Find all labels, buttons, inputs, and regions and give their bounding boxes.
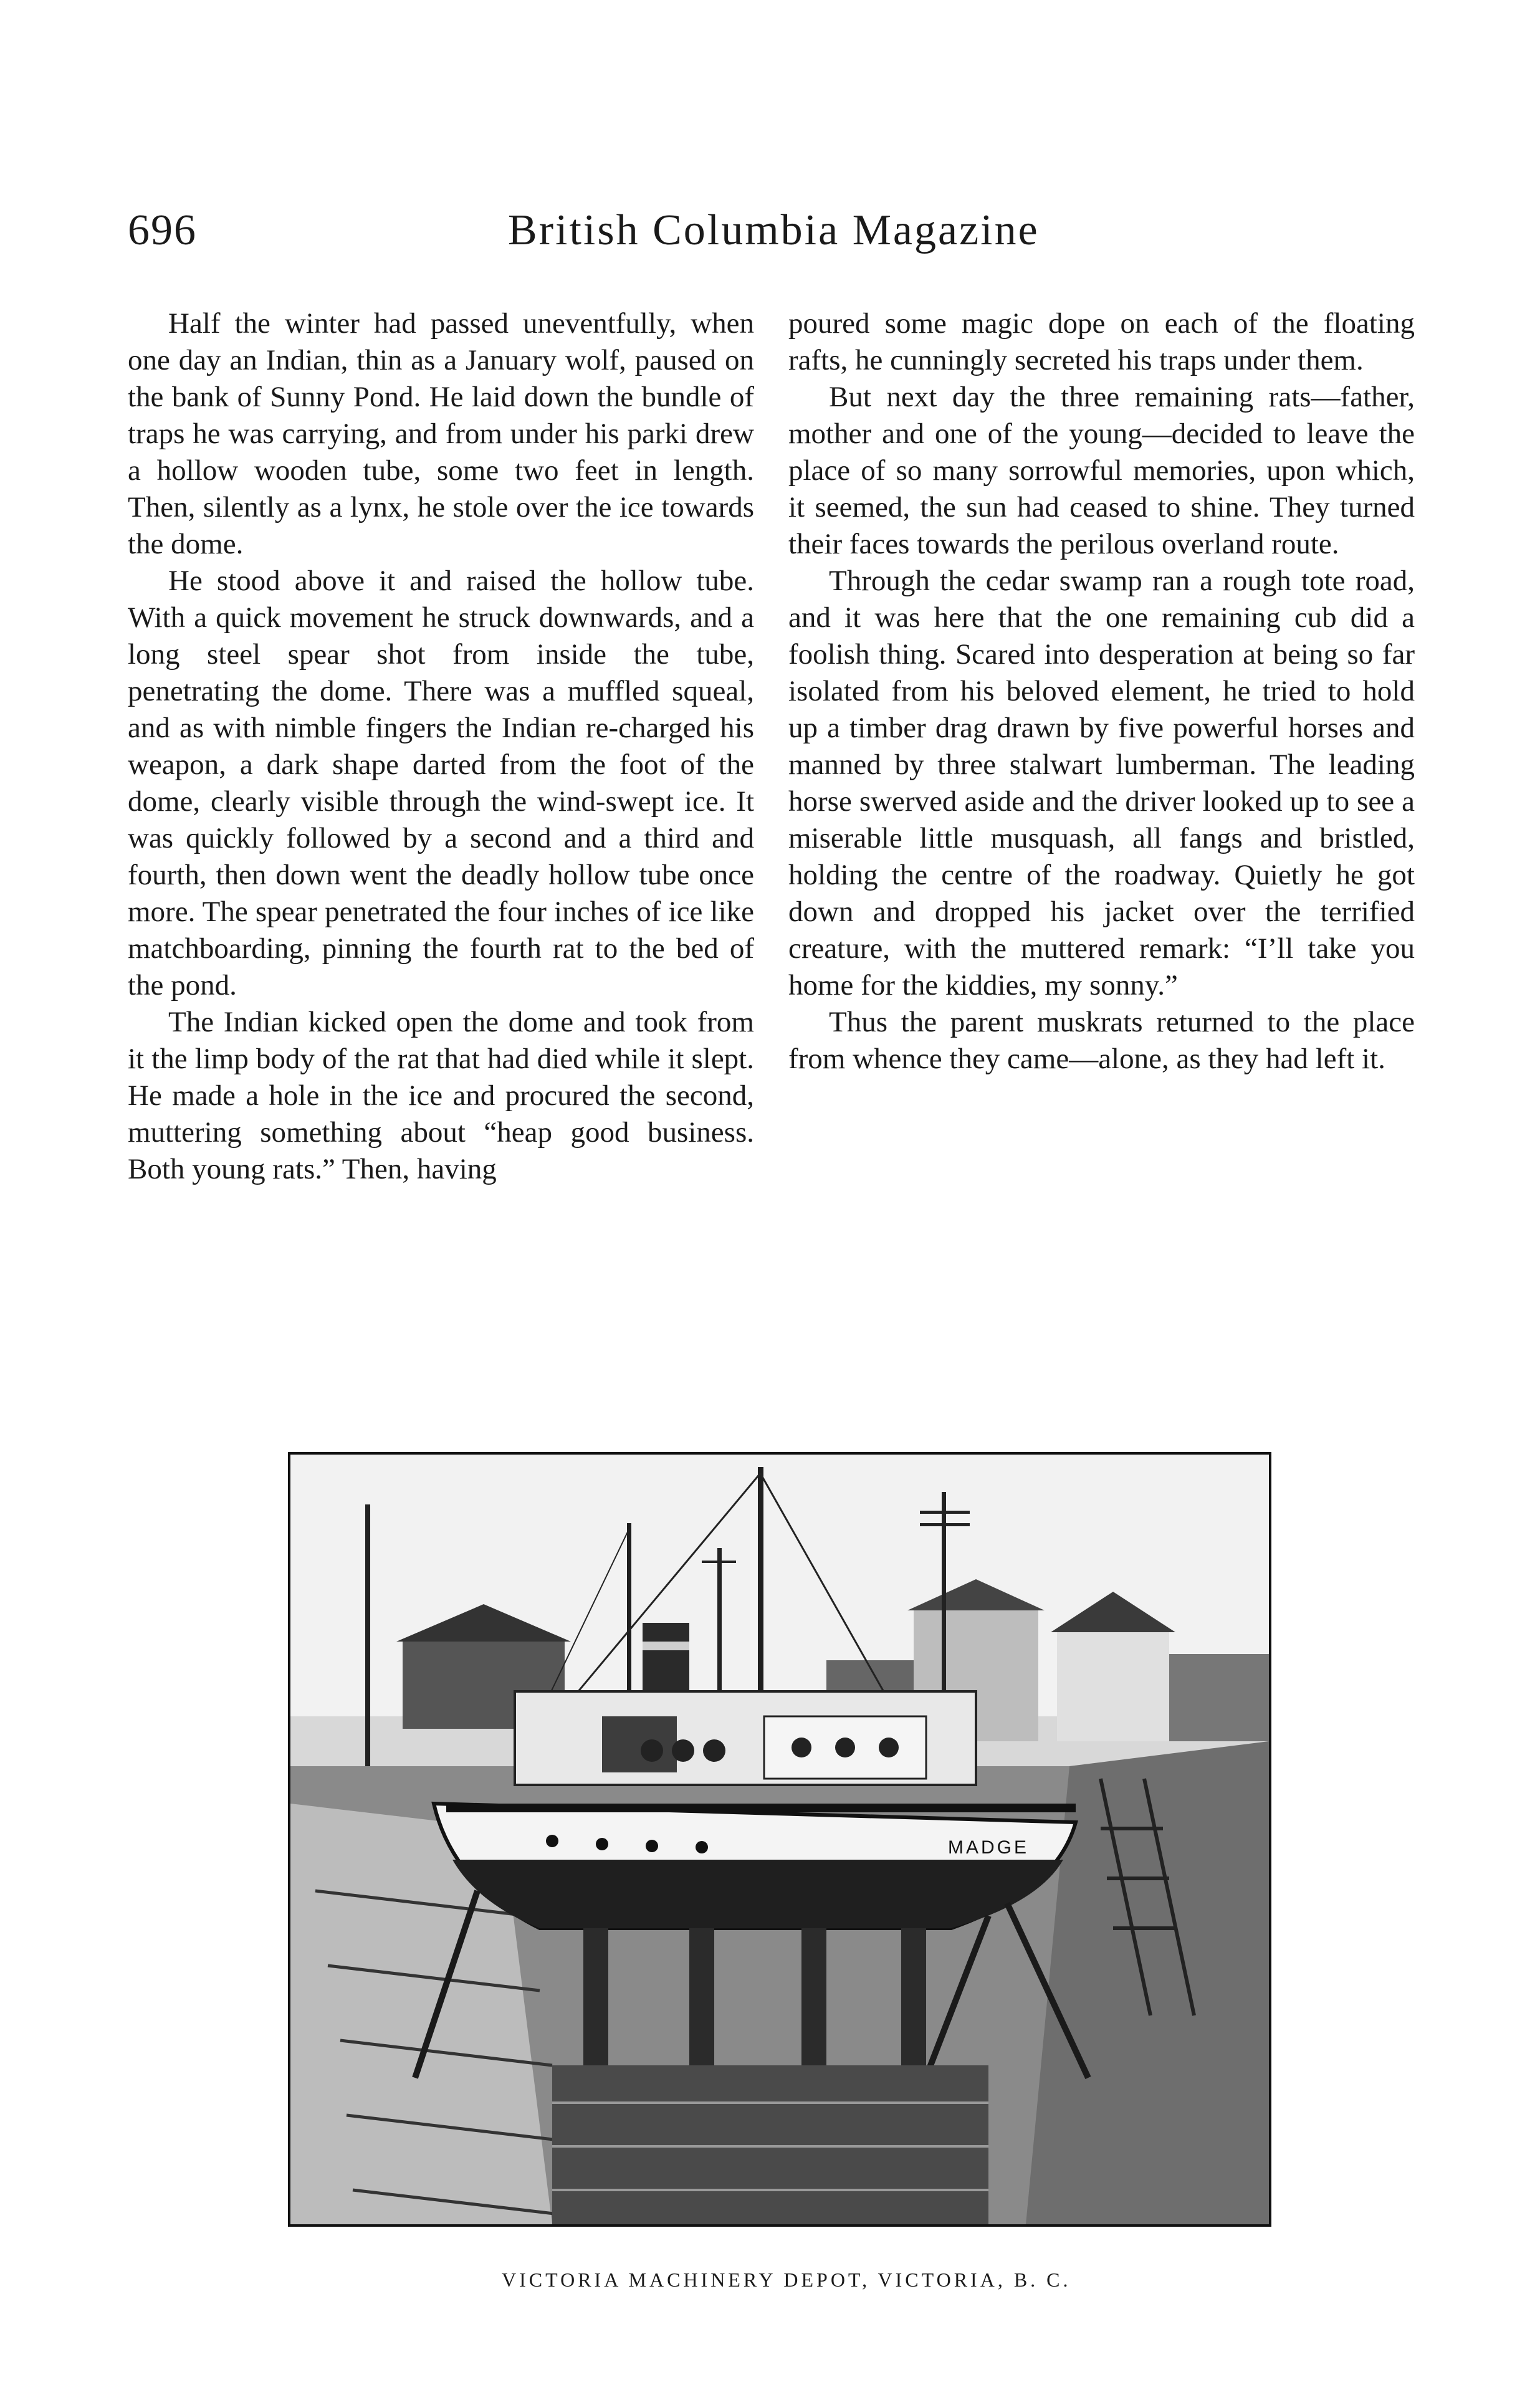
running-head-title: British Columbia Magazine xyxy=(508,206,1040,254)
figure-caption: VICTORIA MACHINERY DEPOT, VICTORIA, B. C. xyxy=(502,2269,1071,2291)
paragraph: Half the winter had passed uneventfully, when one day an Indian, thin as a January wolf, paused on the bank of Sunny Pond. He laid down the bundle of traps he was carrying, and from under his parki drew a hollow wooden tube, some two feet in length. Then, silently as a lynx, he stole over the ice towards the dome. xyxy=(128,307,754,560)
paragraph: But next day the three remaining rats—father, mother and one of the young—decided to leave the place of so many sorrowful memories, upon which, it seemed, the sun had ceased to shine. They turned their faces towards the perilous overland route. xyxy=(788,381,1415,560)
paragraph: The Indian kicked open the dome and took from it the limp body of the rat that had died while it slept. He made a hole in the ice and procured the second, muttering something about “heap good business. Both young rats.” Then, having xyxy=(128,1006,754,1185)
paragraph: Thus the parent muskrats returned to the place from whence they came—alone, as they had left it. xyxy=(788,1006,1415,1075)
hull-name-label: MADGE xyxy=(948,1837,1030,1858)
paragraph-continuation: poured some magic dope on each of the floating rafts, he cunningly secreted his traps under them. xyxy=(788,307,1415,376)
photo-illustration xyxy=(290,1455,1269,2224)
paragraph: Through the cedar swamp ran a rough tote road, and it was here that the one remaining cub did a foolish thing. Scared into desperation at being so far isolated from his beloved element, he tried to hold up a timber drag drawn by five powerful horses and manned by three stalwart lumberman. The leading horse swerved aside and the driver looked up to see a miserable little musquash, all fangs and bristled, holding the centre of the roadway. Quietly he got down and dropped his jacket over the terrified creature, with the muttered remark: “I’ll take you home for the kiddies, my sonny.” xyxy=(788,565,1415,1002)
paragraph: He stood above it and raised the hollow tube. With a quick movement he struck downwards, and a long steel spear shot from inside the tube, penetrating the dome. There was a muffled squeal, and as with nimble fingers the Indian re-charged his weapon, a dark shape darted from the foot of the dome, clearly visible through the wind-swept ice. It was quickly followed by a second and a third and fourth, then down went the deadly hollow tube once more. The spear penetrated the four inches of ice like matchboarding, pinning the fourth rat to the bed of the pond. xyxy=(128,565,754,1002)
ship-drydock-photo xyxy=(288,1452,1271,2227)
article-right-column xyxy=(788,305,1415,1078)
article-left-column xyxy=(128,305,754,1188)
page-number: 696 xyxy=(128,206,197,254)
